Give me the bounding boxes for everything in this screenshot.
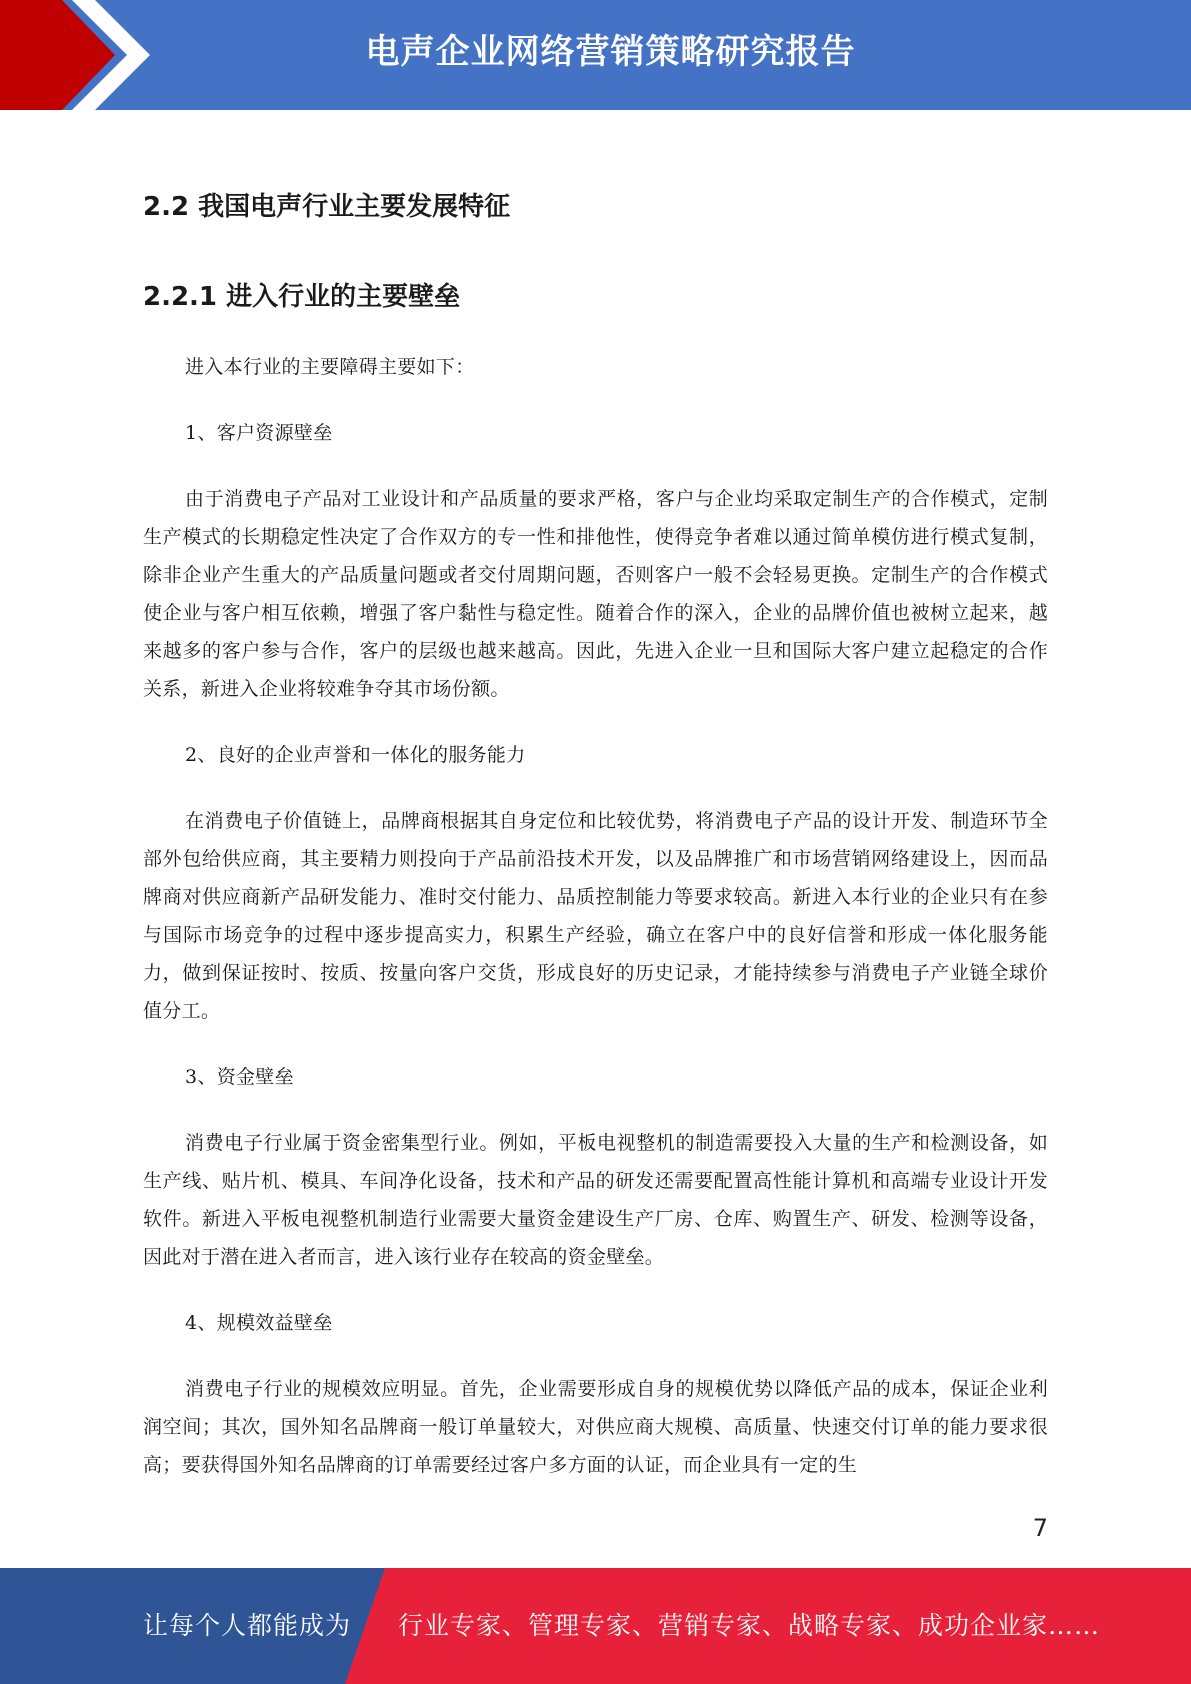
intro-paragraph: 进入本行业的主要障碍主要如下： (185, 356, 475, 378)
body-paragraph: 由于消费电子产品对工业设计和产品质量的要求严格，客户与企业均采取定制生产的合作模式，定制生产模式的长期稳定性决定了合作双方的专一性和排他性，使得竞争者难以通过简单模仿进行模式复制，除非企业产生重大的产品质量问题或者交付周期问题，否则客户一般不会轻易更换。定制生产的合作模式使企业与客户相互依赖，增强了客户黏性与稳定性。随着合作的深入，企业的品牌价值也被树立起来，越来越多的客户参与合作，客户的层级也越来越高。因此，先进入企业一旦和国际大客户建立起稳定的合作关系，新进入企业将较难争夺其市场份额。 (143, 488, 1048, 700)
item-heading-reputation-barrier: 2、良好的企业声誉和一体化的服务能力 (185, 744, 526, 766)
body-paragraph: 消费电子行业的规模效应明显。首先，企业需要形成自身的规模优势以降低产品的成本，保证企业利润空间；其次，国外知名品牌商一般订单量较大，对供应商大规模、高质量、快速交付订单的能力要求很高；要获得国外知名品牌商的订单需要经过客户多方面的认证，而企业具有一定的生 (143, 1378, 1048, 1476)
page-number: 7 (1032, 1514, 1048, 1542)
page-content (143, 170, 1048, 1484)
subsection-heading: 2.2.1 进入行业的主要壁垒 (143, 282, 461, 312)
page-footer (0, 1568, 1191, 1684)
section-heading: 2.2 我国电声行业主要发展特征 (143, 192, 511, 222)
body-paragraph: 消费电子行业属于资金密集型行业。例如，平板电视整机的制造需要投入大量的生产和检测设备，如生产线、贴片机、模具、车间净化设备，技术和产品的研发还需要配置高性能计算机和高端专业设计开发软件。新进入平板电视整机制造行业需要大量资金建设生产厂房、仓库、购置生产、研发、检测等设备，因此对于潜在进入者而言，进入该行业存在较高的资金壁垒。 (143, 1132, 1048, 1268)
body-paragraph: 在消费电子价值链上，品牌商根据其自身定位和比较优势，将消费电子产品的设计开发、制造环节全部外包给供应商，其主要精力则投向于产品前沿技术开发，以及品牌推广和市场营销网络建设上，因而品牌商对供应商新产品研发能力、准时交付能力、品质控制能力等要求较高。新进入本行业的企业只有在参与国际市场竞争的过程中逐步提高实力，积累生产经验，确立在客户中的良好信誉和形成一体化服务能力，做到保证按时、按质、按量向客户交货，形成良好的历史记录，才能持续参与消费电子产业链全球价值分工。 (143, 810, 1048, 1022)
item-heading-customer-barrier: 1、客户资源壁垒 (185, 422, 333, 444)
item-heading-capital-barrier: 3、资金壁垒 (185, 1066, 294, 1088)
page-header (0, 0, 1191, 110)
footer-slogan-left: 让每个人都能成为 (143, 1611, 352, 1640)
item-heading-scale-barrier: 4、规模效益壁垒 (185, 1312, 333, 1334)
footer-slogan-right: 行业专家、管理专家、营销专家、战略专家、成功企业家…… (398, 1611, 1101, 1640)
document-title: 电声企业网络营销策略研究报告 (365, 32, 856, 72)
